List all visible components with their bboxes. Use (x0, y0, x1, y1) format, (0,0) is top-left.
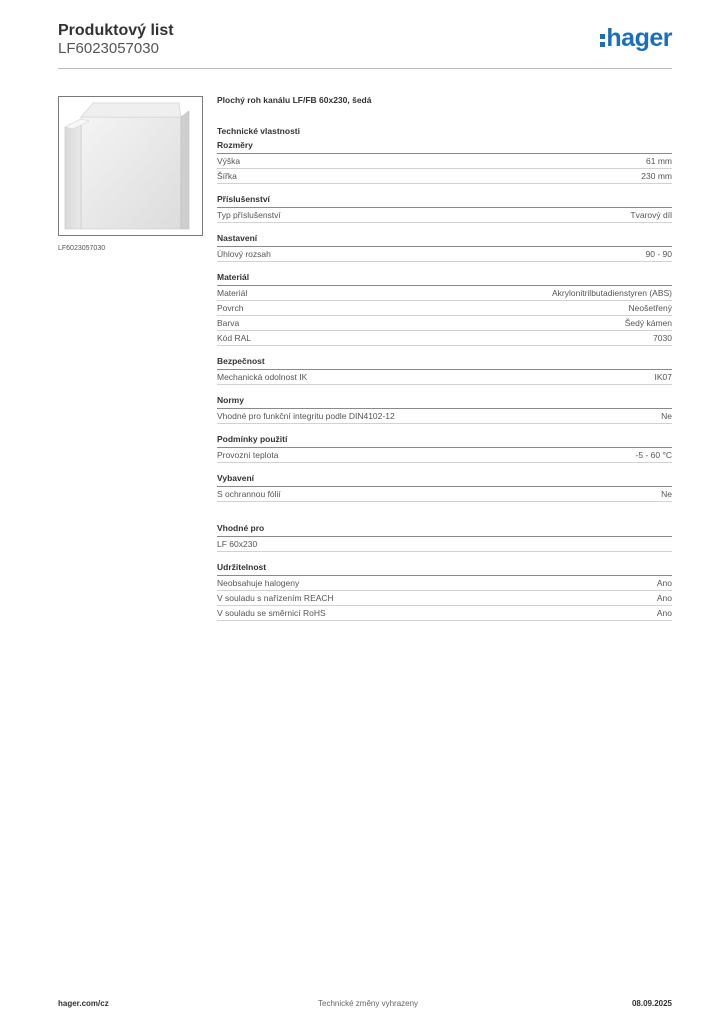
product-specifications (217, 95, 672, 631)
footer-date: 08.09.2025 (631, 999, 672, 1008)
spec-row (217, 409, 672, 424)
spec-value: Ano (656, 578, 672, 588)
spec-row (217, 169, 672, 184)
spec-value: Šedý kámen (624, 318, 672, 328)
section-title: Příslušenství (217, 194, 672, 208)
spec-value: Tvarový díl (630, 210, 672, 220)
product-image (58, 96, 203, 236)
spec-label: Mechanická odolnost IK (217, 372, 308, 382)
spec-row (217, 591, 672, 606)
image-caption: LF6023057030 (58, 245, 106, 252)
spec-label: Provozní teplota (217, 450, 279, 460)
spec-row (217, 247, 672, 262)
spec-label: Neobsahuje halogeny (217, 578, 300, 588)
spec-value: Ano (656, 593, 672, 603)
header-divider (58, 68, 672, 69)
hager-logo (600, 26, 672, 51)
spec-section (217, 562, 672, 621)
spec-label: V souladu se směrnicí RoHS (217, 608, 326, 618)
product-title: Plochý roh kanálu LF/FB 60x230, šedá (217, 95, 372, 105)
spec-row (217, 208, 672, 223)
spec-row (217, 316, 672, 331)
spec-section (217, 434, 672, 463)
spec-section (217, 473, 672, 502)
spec-label: Typ příslušenství (217, 210, 281, 220)
spec-section (217, 395, 672, 424)
spec-row (217, 154, 672, 169)
spec-value: 230 mm (641, 171, 672, 181)
spec-label: Úhlový rozsah (217, 249, 271, 259)
spec-label: Šířka (217, 171, 237, 181)
spec-section (217, 233, 672, 262)
footer-notice: Technické změny vyhrazeny (318, 999, 419, 1008)
spec-label: Barva (217, 318, 240, 328)
spec-row (217, 537, 672, 552)
section-title: Rozměry (217, 140, 672, 154)
spec-label: Kód RAL (217, 333, 252, 343)
flat-corner-product-icon (59, 97, 202, 235)
section-title: Podmínky použití (217, 434, 672, 448)
spec-row (217, 286, 672, 301)
footer-website-link[interactable]: hager.com/cz (58, 999, 109, 1008)
section-title: Vhodné pro (217, 523, 672, 537)
spec-row (217, 370, 672, 385)
spec-section (217, 140, 672, 184)
spec-label: Vhodné pro funkční integritu podle DIN4102-12 (217, 411, 395, 421)
section-title: Vybavení (217, 473, 672, 487)
spec-value: Neošetřený (628, 303, 672, 313)
spec-row (217, 331, 672, 346)
product-code-heading: LF6023057030 (58, 40, 159, 57)
spec-section (217, 523, 672, 552)
spec-value: Ne (661, 411, 672, 421)
section-title: Normy (217, 395, 672, 409)
technical-properties-heading: Technické vlastnosti (217, 126, 300, 136)
spec-label: S ochrannou fólií (217, 489, 281, 499)
spec-value: 90 - 90 (645, 249, 672, 259)
spec-label: Materiál (217, 288, 248, 298)
logo-dots-icon (600, 34, 605, 47)
spec-label: Výška (217, 156, 241, 166)
spec-row (217, 448, 672, 463)
spec-value: Akrylonitrilbutadienstyren (ABS) (552, 288, 672, 298)
logo-wordmark: hager (606, 24, 672, 52)
spec-value: Ano (656, 608, 672, 618)
spec-section (217, 356, 672, 385)
section-spacer (217, 512, 672, 523)
section-title: Bezpečnost (217, 356, 672, 370)
spec-value: 61 mm (646, 156, 672, 166)
section-title: Udržitelnost (217, 562, 672, 576)
spec-sections (217, 140, 672, 621)
section-title: Materiál (217, 272, 672, 286)
section-title: Nastavení (217, 233, 672, 247)
spec-row (217, 576, 672, 591)
spec-value: -5 - 60 °C (635, 450, 672, 460)
spec-value: IK07 (654, 372, 672, 382)
spec-row (217, 606, 672, 621)
spec-label: Povrch (217, 303, 244, 313)
spec-label: LF 60x230 (217, 539, 258, 549)
spec-row (217, 487, 672, 502)
spec-section (217, 194, 672, 223)
spec-value: 7030 (653, 333, 672, 343)
spec-value: Ne (661, 489, 672, 499)
spec-row (217, 301, 672, 316)
spec-section (217, 272, 672, 346)
page-title: Produktový list (58, 22, 174, 39)
spec-label: V souladu s nařízením REACH (217, 593, 334, 603)
